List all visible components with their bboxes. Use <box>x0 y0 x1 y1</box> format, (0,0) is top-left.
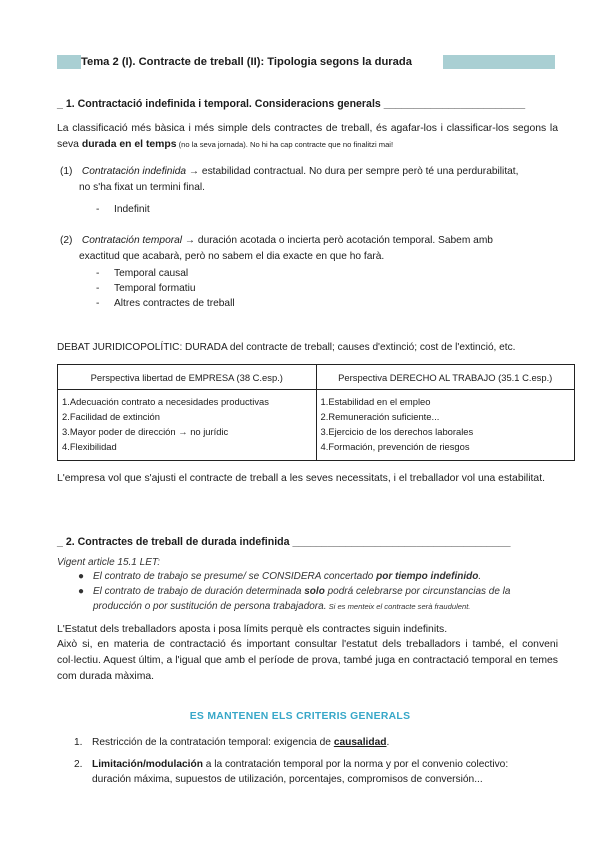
section2-heading: _ 2. Contractes de treball de durada indefinida _____________________________________ <box>57 536 511 548</box>
list2-line2: duración máxima, supuestos de utilización, porcentajes, compromisos de conversión... <box>92 774 483 785</box>
item2-sub-2: - Altres contractes de treball <box>96 298 235 309</box>
table-row <box>58 390 575 461</box>
quote1-text: El contrato de trabajo se presume/ se CONSIDERA concertado <box>93 571 377 582</box>
debat-line: DEBAT JURIDICOPOLÍTIC: DURADA del contracte de treball; causes d'extinció; cost de l'extinció, etc. <box>57 342 516 353</box>
table-line: 3.Mayor poder de dirección → no jurídic <box>62 426 229 437</box>
item2-sub-0: - Temporal causal <box>96 268 189 279</box>
item1-number: (1) <box>60 166 73 177</box>
item1-text: estabilidad contractual. No dura per sempre però té una perdurabilitat, <box>199 166 519 177</box>
title-block <box>57 54 555 70</box>
comparison-table <box>57 364 575 461</box>
table-line: 3.Ejercicio de los derechos laborales <box>320 426 474 437</box>
intro-small: (no la seva jornada). No hi ha cap contracte que no finalitzi mai! <box>176 140 394 149</box>
title-highlight-left <box>57 55 81 69</box>
quote2-small: Si es menteix el contracte serà fraudulent. <box>326 602 471 611</box>
item2-text: → duración acotada o incierta però acotación temporal. Sabem amb <box>182 235 493 246</box>
table-header-row <box>58 365 575 390</box>
quote-bullet-1 <box>60 569 558 584</box>
list-number: 1. <box>74 737 83 748</box>
list-number: 2. <box>74 759 83 770</box>
item2-line2: exactitud que acabarà, però no sabem el dia exacte en que ho farà. <box>79 251 385 262</box>
list1-bold: causalidad <box>333 737 387 748</box>
item2-sub-label: Temporal formatiu <box>114 283 196 294</box>
table-header-left: Perspectiva libertad de EMPRESA (38 C.esp.) <box>58 365 317 390</box>
para2: Això si, en materia de contractació és important consultar l'estatut dels treballadors i també, el conveni col·lectiu. Aquest últim, a l'igual que amb el període de prova, també juga en contractació temporal en temes com durada màxima. <box>57 639 558 682</box>
quote-bullet-2 <box>60 584 558 614</box>
list1-end: . <box>386 737 390 748</box>
quote2-bold: solo <box>304 586 325 597</box>
intro-bold: durada en el temps <box>81 139 177 150</box>
bullet-dot-icon: ● <box>78 586 85 597</box>
list-item-1 <box>74 735 558 750</box>
quote1-end: . <box>478 571 482 582</box>
table-line: 1.Adecuación contrato a necesidades productivas <box>62 396 269 407</box>
quote2-text-a: El contrato de trabajo de duración determinada <box>93 586 305 597</box>
item1-italic: Contratación indefinida → <box>81 166 200 177</box>
item-indefinida <box>60 164 558 196</box>
item1-sub-label: Indefinit <box>114 204 150 215</box>
section1-intro <box>57 121 558 153</box>
list2-bold: Limitación/modulación <box>92 759 203 770</box>
item1-line2: no s'ha fixat un termini final. <box>79 182 205 193</box>
table-line: 2.Remuneración suficiente... <box>320 411 440 422</box>
item2-sub-label: Altres contractes de treball <box>114 298 235 309</box>
item2-number: (2) <box>60 235 73 246</box>
criteris-heading: ES MANTENEN ELS CRITERIS GENERALS <box>189 711 411 722</box>
item2-italic: Contratación temporal <box>81 235 183 246</box>
page-title: Tema 2 (I). Contracte de treball (II): Tipologia segons la durada <box>81 56 412 68</box>
table-line: 4.Formación, prevención de riesgos <box>320 441 470 452</box>
quote2-text-b: podrá celebrarse por circunstancias de la producción o por sustitución de persona trabajadora. <box>93 586 511 612</box>
bullet-dot-icon: ● <box>78 571 85 582</box>
table-header-right: Perspectiva DERECHO AL TRABAJO (35.1 C.esp.) <box>316 365 575 390</box>
intro-text: La classificació més bàsica i més simple dels contractes de treball, és agafar-los i classificar-los segons la seva <box>57 123 558 150</box>
item-temporal <box>60 233 558 265</box>
table-line: 2.Facilidad de extinción <box>62 411 160 422</box>
table-cell-left <box>58 390 317 461</box>
list1-text: Restricción de la contratación temporal: exigencia de <box>92 737 334 748</box>
item2-sub-label: Temporal causal <box>114 268 189 279</box>
vigent-label: Vigent article 15.1 LET: <box>57 557 161 568</box>
para1: L'Estatut dels treballadors aposta i posa límits perquè els contractes siguin indefinits. <box>57 624 448 635</box>
item2-sub-1: - Temporal formatiu <box>96 283 196 294</box>
after-table-text: L'empresa vol que s'ajusti el contracte de treball a les seves necessitats, i el treballador vol una estabilitat. <box>57 473 545 484</box>
table-line: 4.Flexibilidad <box>62 441 117 452</box>
title-highlight-right <box>443 55 555 69</box>
item1-sub-0: - Indefinit <box>96 204 150 215</box>
quote1-bold: por tiempo indefinido <box>376 571 479 582</box>
list2-text: a la contratación temporal por la norma y por el convenio colectivo: <box>202 759 509 770</box>
table-cell-right <box>316 390 575 461</box>
section1-heading: _ 1. Contractació indefinida i temporal. Consideracions generals ________________________ <box>57 98 526 110</box>
list-item-2 <box>74 757 558 787</box>
table-line: 1.Estabilidad en el empleo <box>320 396 431 407</box>
